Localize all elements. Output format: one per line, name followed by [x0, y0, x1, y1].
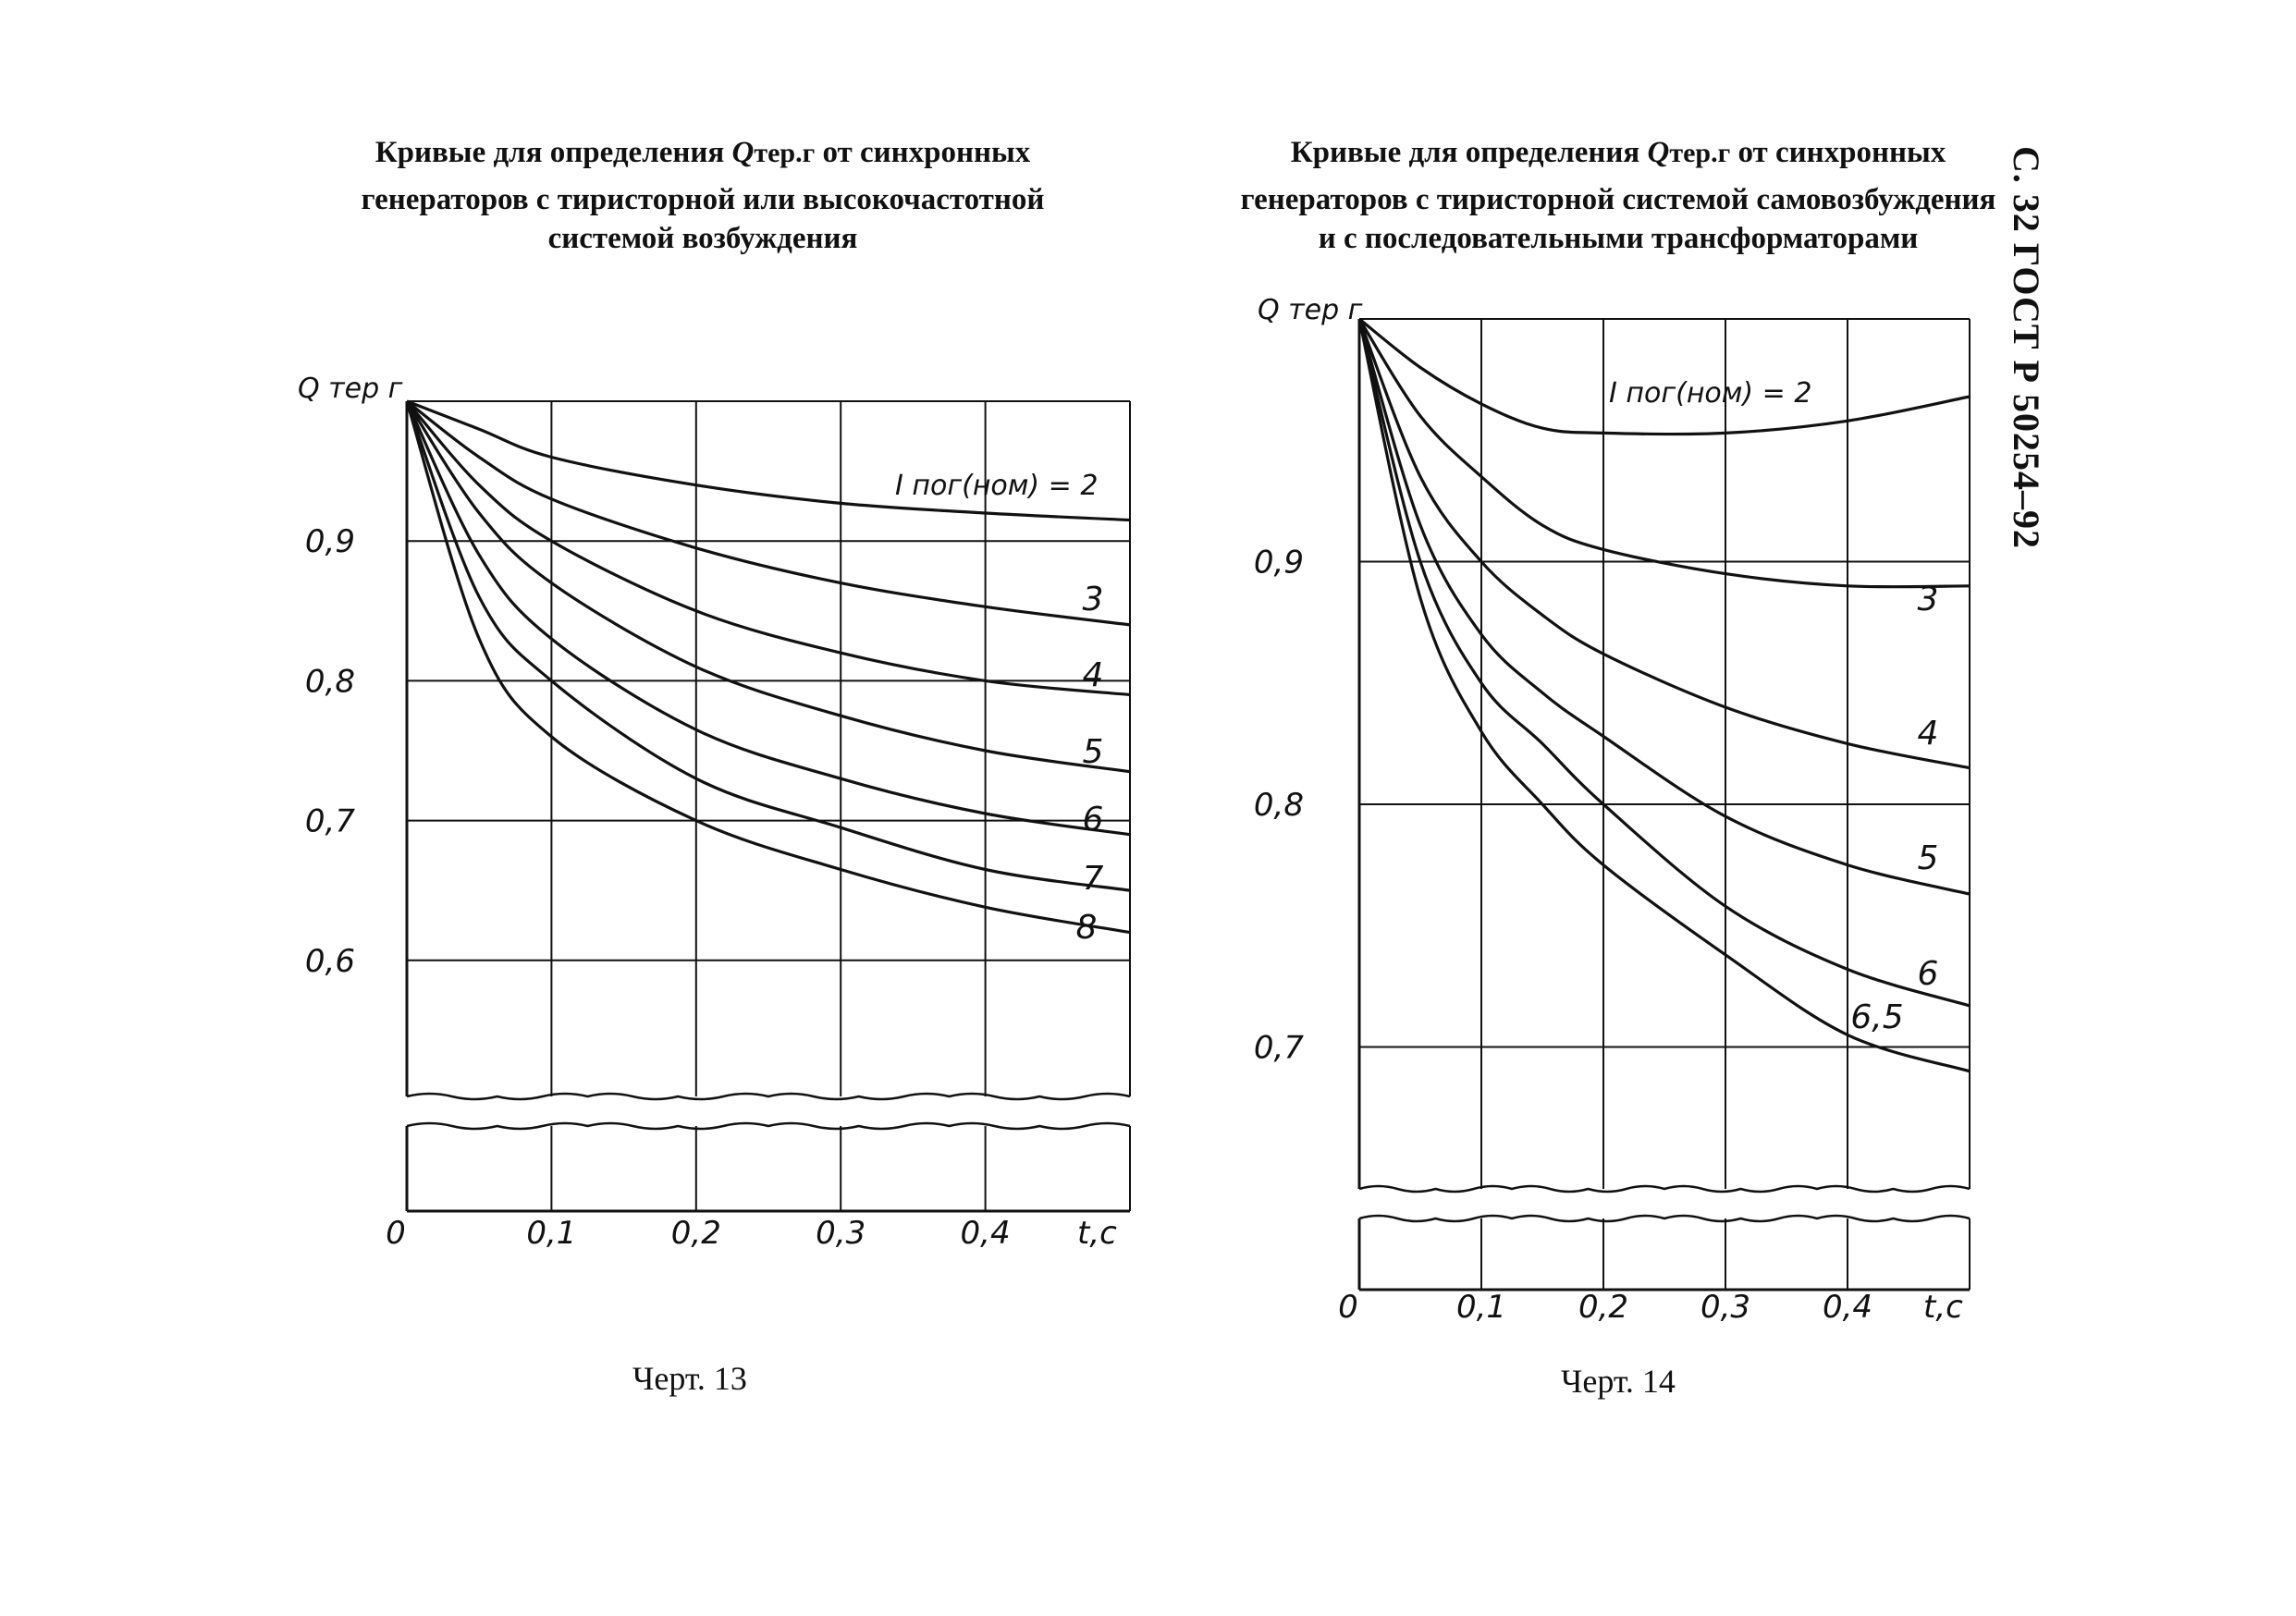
chart-13-title-line2: генераторов с тиристорной или высокочастотной: [361, 183, 1045, 216]
chart-14-x-tick-label: 0,3: [1700, 1289, 1751, 1326]
chart-13-caption: Черт. 13: [632, 1360, 747, 1397]
chart-13-title-part2: от синхронных: [815, 136, 1031, 169]
chart-13-axis-break-upper: [407, 1094, 1130, 1099]
chart-13-series-2: [407, 401, 1130, 520]
chart-13-series-label: 3: [1082, 581, 1104, 618]
chart-14-title-part2: от синхронных: [1730, 136, 1946, 169]
chart-14-y-tick-label: 0,8: [1253, 787, 1304, 824]
chart-13-y-tick-label: 0,9: [304, 523, 355, 561]
chart-13-series-label: 5: [1082, 733, 1104, 771]
chart-13-title-q: Q: [731, 136, 755, 169]
chart-14-x-tick-label: 0: [1338, 1289, 1358, 1326]
chart-13-y-tick-label: 0,6: [304, 942, 355, 980]
chart-13-title-sub: тер.г: [754, 138, 816, 168]
chart-14-x-tick-label: 0,1: [1455, 1289, 1507, 1326]
chart-14-ylabel: Q тер г: [1258, 294, 1363, 326]
chart-13-series-label: 8: [1075, 909, 1098, 947]
chart-13-y-tick-label: 0,7: [304, 802, 355, 840]
chart-14-x-tick-label: 0,2: [1578, 1289, 1629, 1326]
chart-14-series-label: 4: [1917, 715, 1939, 753]
chart-14-series-label: 5: [1917, 839, 1939, 877]
chart-14-series-6: [1359, 319, 1970, 1006]
chart-14-axis-break-upper: [1359, 1186, 1970, 1192]
chart-13-axis-break-lower: [407, 1123, 1130, 1129]
chart-14-axis-break-lower: [1359, 1216, 1970, 1221]
page-label: С. 32 ГОСТ Р 50254–92: [2006, 146, 2047, 549]
chart-14-legend-label: I пог(ном) = 2: [1609, 377, 1812, 410]
chart-13-legend-label: I пог(ном) = 2: [895, 470, 1099, 502]
chart-14-series-label: 6,5: [1850, 998, 1904, 1036]
chart-13-title-part1: Кривые для определения: [374, 136, 732, 169]
chart-13-series-label: 6: [1082, 801, 1104, 839]
chart-13-series-6: [407, 401, 1130, 835]
chart-14-y-tick-label: 0,9: [1253, 544, 1304, 582]
chart-13-ylabel: Q тер г: [298, 373, 403, 405]
chart-14-caption: Черт. 14: [1561, 1363, 1676, 1400]
chart-14-title-line3: и с последовательными трансформаторами: [1318, 222, 1919, 255]
chart-14-title-part1: Кривые для определения: [1290, 136, 1648, 169]
chart-14-title-line2: генераторов с тиристорной системой самовозбуждения: [1240, 183, 1996, 216]
chart-14-series-label: 3: [1917, 581, 1939, 618]
chart-14-series-label: 6: [1917, 955, 1939, 993]
chart-13-xlabel: t,c: [1077, 1215, 1117, 1252]
chart-13-series-3: [407, 401, 1130, 625]
chart-13-y-tick-label: 0,8: [304, 663, 355, 701]
chart-13-series-label: 7: [1082, 860, 1104, 898]
chart-14-title-q: Q: [1647, 136, 1670, 169]
chart-13-series-label: 4: [1082, 656, 1104, 694]
chart-13-series-5: [407, 401, 1130, 772]
chart-14-title-sub: тер.г: [1669, 138, 1731, 168]
chart-14-xlabel: t,c: [1923, 1289, 1963, 1326]
chart-13-x-tick-label: 0,4: [960, 1215, 1011, 1252]
chart-14-y-tick-label: 0,7: [1253, 1029, 1304, 1067]
chart-14-series-6-5: [1359, 319, 1970, 1071]
chart-13-x-tick-label: 0,2: [670, 1215, 721, 1252]
chart-13-title-line3: системой возбуждения: [547, 222, 858, 255]
chart-13-x-tick-label: 0: [386, 1215, 406, 1252]
chart-13-x-tick-label: 0,3: [816, 1215, 866, 1252]
chart-14-series-3: [1359, 319, 1970, 587]
chart-14-x-tick-label: 0,4: [1822, 1289, 1873, 1326]
chart-13-x-tick-label: 0,1: [526, 1215, 577, 1252]
